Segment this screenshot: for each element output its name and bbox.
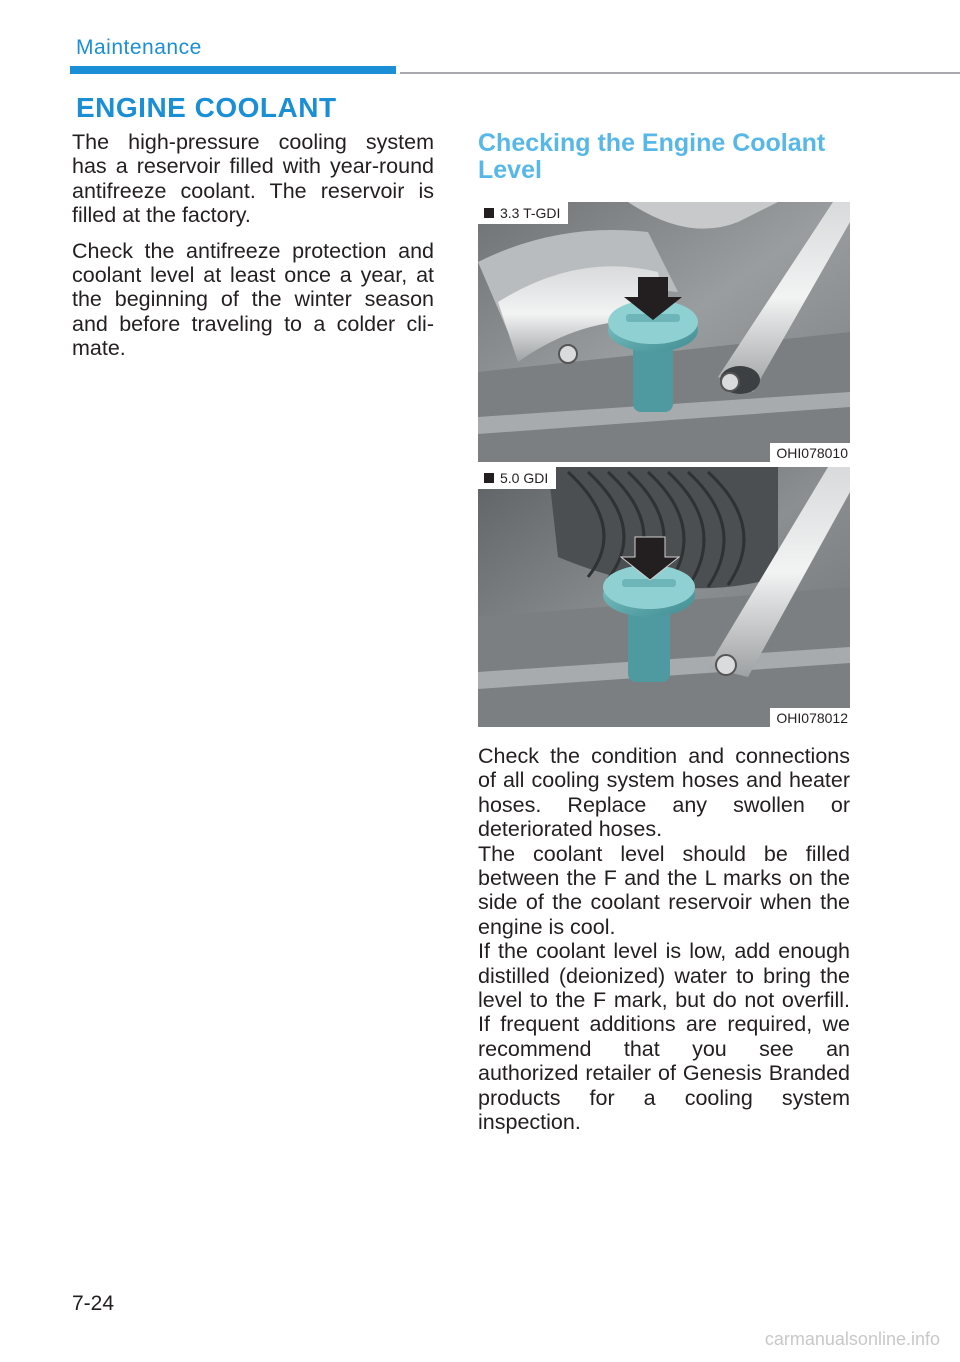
- intro-paragraph: The high-pressure cooling system has a reservoir filled with year-round antifreeze coolant. The reservoir is filled at the factory.: [72, 130, 434, 228]
- engine-tag: 3.3 T-GDI: [478, 202, 568, 224]
- engine-illustration: [478, 467, 850, 727]
- engine-tag: 5.0 GDI: [478, 467, 556, 489]
- left-column: [72, 130, 434, 361]
- check-paragraph: Check the antifreeze protection and coolant level at least once a year, at the beginning of the winter season and before traveling to a colder climate.: [72, 238, 434, 361]
- low-level-paragraph: If the coolant level is low, add enough distilled (deionized) water to bring the level to the F mark, but do not overfill. If frequent additions are required, we recommend that you see an authorized retailer of Genesis Branded products for a cooling system inspection.: [478, 939, 850, 1135]
- level-paragraph: The coolant level should be filled between the F and the L marks on the side of the coolant reservoir when the engine is cool.: [478, 841, 850, 939]
- square-bullet-icon: [484, 473, 494, 483]
- right-column-body: [478, 744, 850, 1135]
- watermark: carmanualsonline.info: [764, 1329, 940, 1349]
- figure-code: OHI078012: [770, 708, 850, 727]
- hoses-paragraph: Check the condition and connections of all cooling system hoses and heater hoses. Replace any swollen or deteriorated hoses.: [478, 744, 850, 842]
- engine-illustration: [478, 202, 850, 462]
- square-bullet-icon: [484, 208, 494, 218]
- section-header: Maintenance: [76, 36, 202, 59]
- figure-code: OHI078010: [770, 443, 850, 462]
- header-rule-accent: [70, 66, 396, 74]
- header-rule: [400, 72, 960, 74]
- subheading: Checking the Engine Coolant Level: [478, 129, 826, 184]
- right-column-heading: [478, 130, 850, 184]
- engine-figure-5-0: [478, 467, 850, 727]
- page-number: 7-24: [72, 1292, 115, 1315]
- engine-figure-3-3: [478, 202, 850, 462]
- page-title: ENGINE COOLANT: [76, 92, 337, 123]
